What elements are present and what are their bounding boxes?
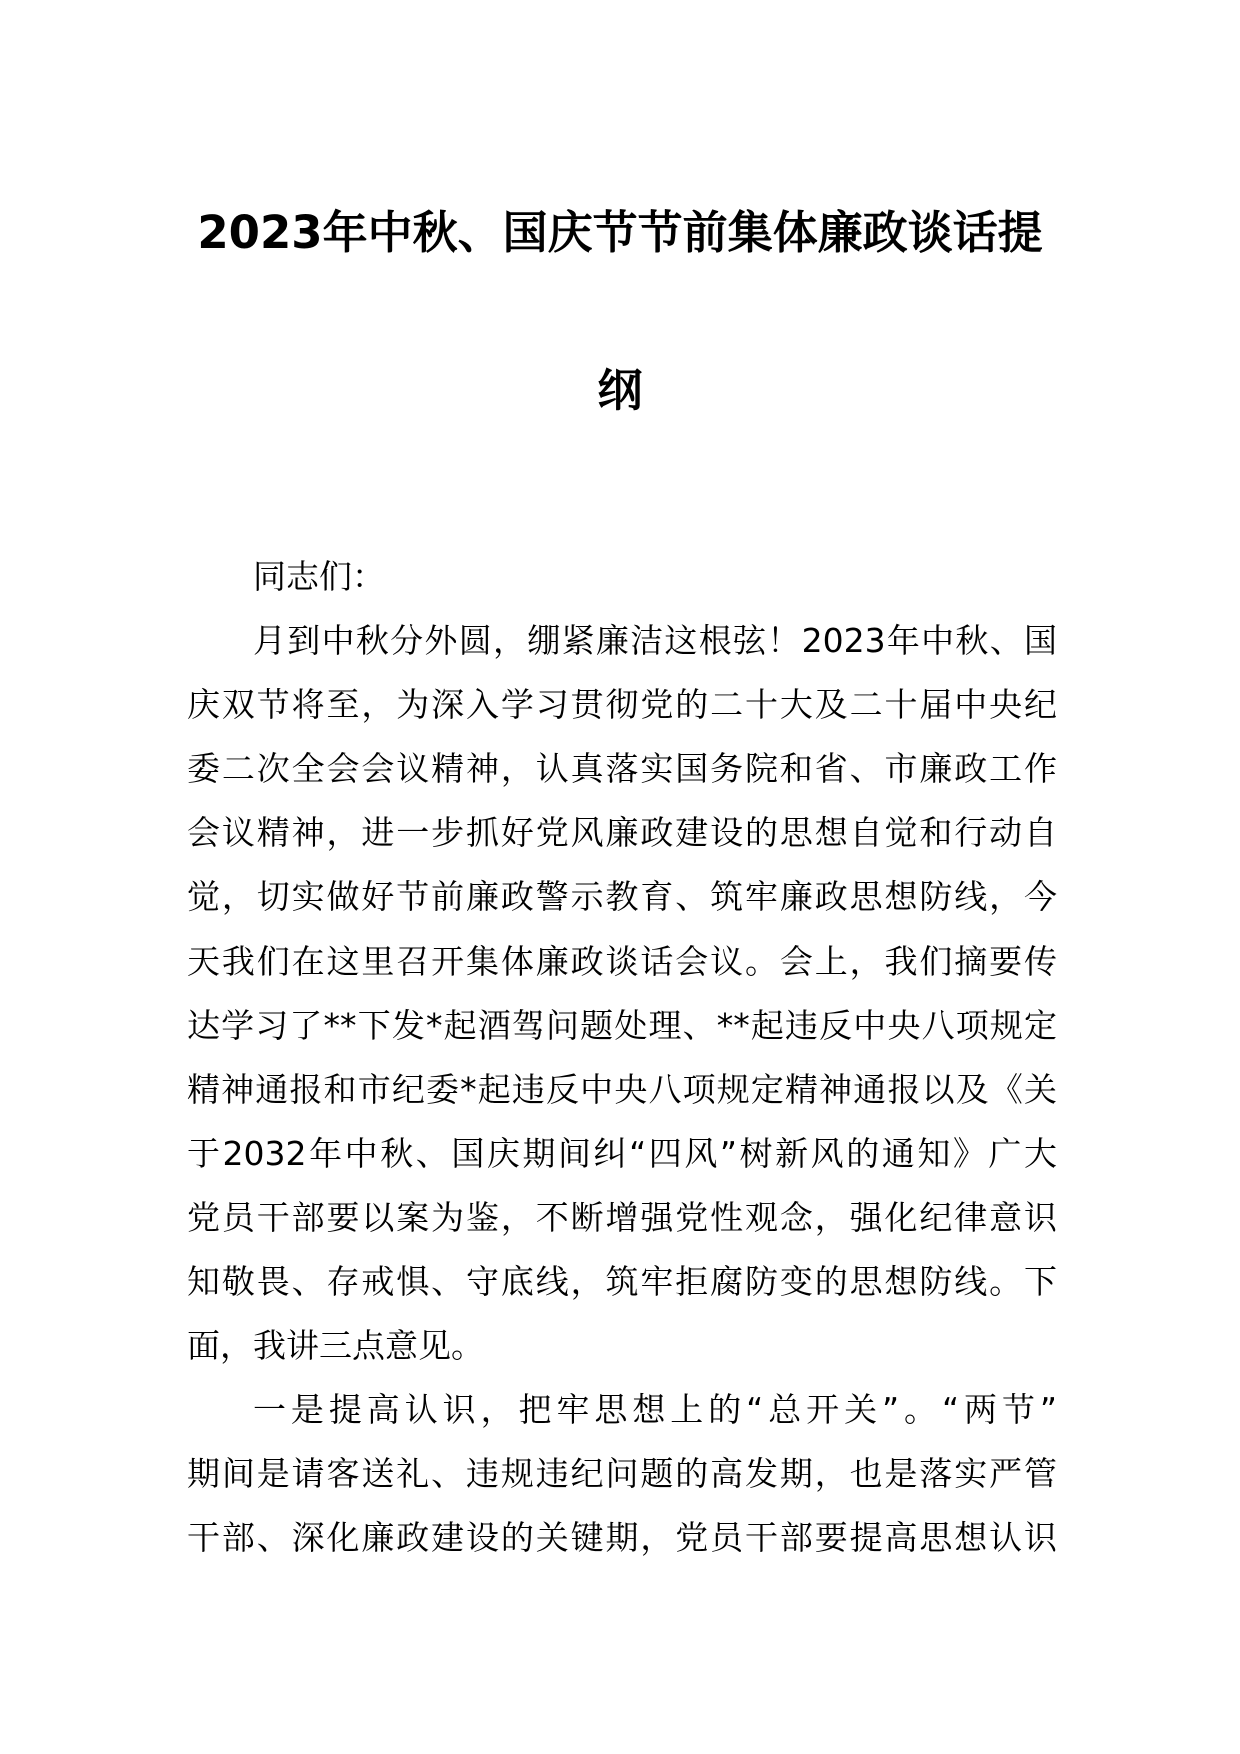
document-title-line-2: 纲 [597,364,643,417]
paragraph-line: 面，我讲三点意见。 [187,1326,484,1366]
paragraph-line: 知敬畏、存戒惧、守底线，筑牢拒腐防变的思想防线。下 [187,1262,1057,1302]
paragraph-line: 会议精神，进一步抓好党风廉政建设的思想自觉和行动自 [187,813,1057,853]
paragraph-line: 委二次全会会议精神，认真落实国务院和省、市廉政工作 [187,749,1057,789]
document-body [187,545,1057,1571]
paragraph-line: 期间是请客送礼、违规违纪问题的高发期，也是落实严管 [187,1454,1057,1494]
paragraph-line: 天我们在这里召开集体廉政谈话会议。会上，我们摘要传 [187,941,1057,981]
paragraph-line: 庆双节将至，为深入学习贯彻党的二十大及二十届中央纪 [187,685,1057,725]
paragraph-line: 觉，切实做好节前廉政警示教育、筑牢廉政思想防线，今 [187,877,1057,917]
paragraph-1 [187,609,1057,1378]
salutation: 同志们： [253,557,385,596]
paragraph-line: 月到中秋分外圆，绷紧廉洁这根弦！2023年中秋、国 [253,621,1057,661]
document-title-line-1: 2023年中秋、国庆节节前集体廉政谈话提 [197,206,1043,259]
paragraph-line: 党员干部要以案为鉴，不断增强党性观念，强化纪律意识 [187,1197,1057,1237]
paragraph-line: 于2032年中秋、国庆期间纠“四风”树新风的通知》广大 [187,1133,1057,1173]
paragraph-line: 精神通报和市纪委*起违反中央八项规定精神通报以及《关 [187,1069,1057,1109]
paragraph-line: 达学习了**下发*起酒驾问题处理、**起违反中央八项规定 [187,1005,1057,1045]
paragraph-line: 一是提高认识，把牢思想上的“总开关”。“两节” [253,1390,1057,1430]
paragraph-2 [187,1378,1057,1570]
paragraph-line: 干部、深化廉政建设的关键期，党员干部要提高思想认识 [187,1518,1057,1558]
